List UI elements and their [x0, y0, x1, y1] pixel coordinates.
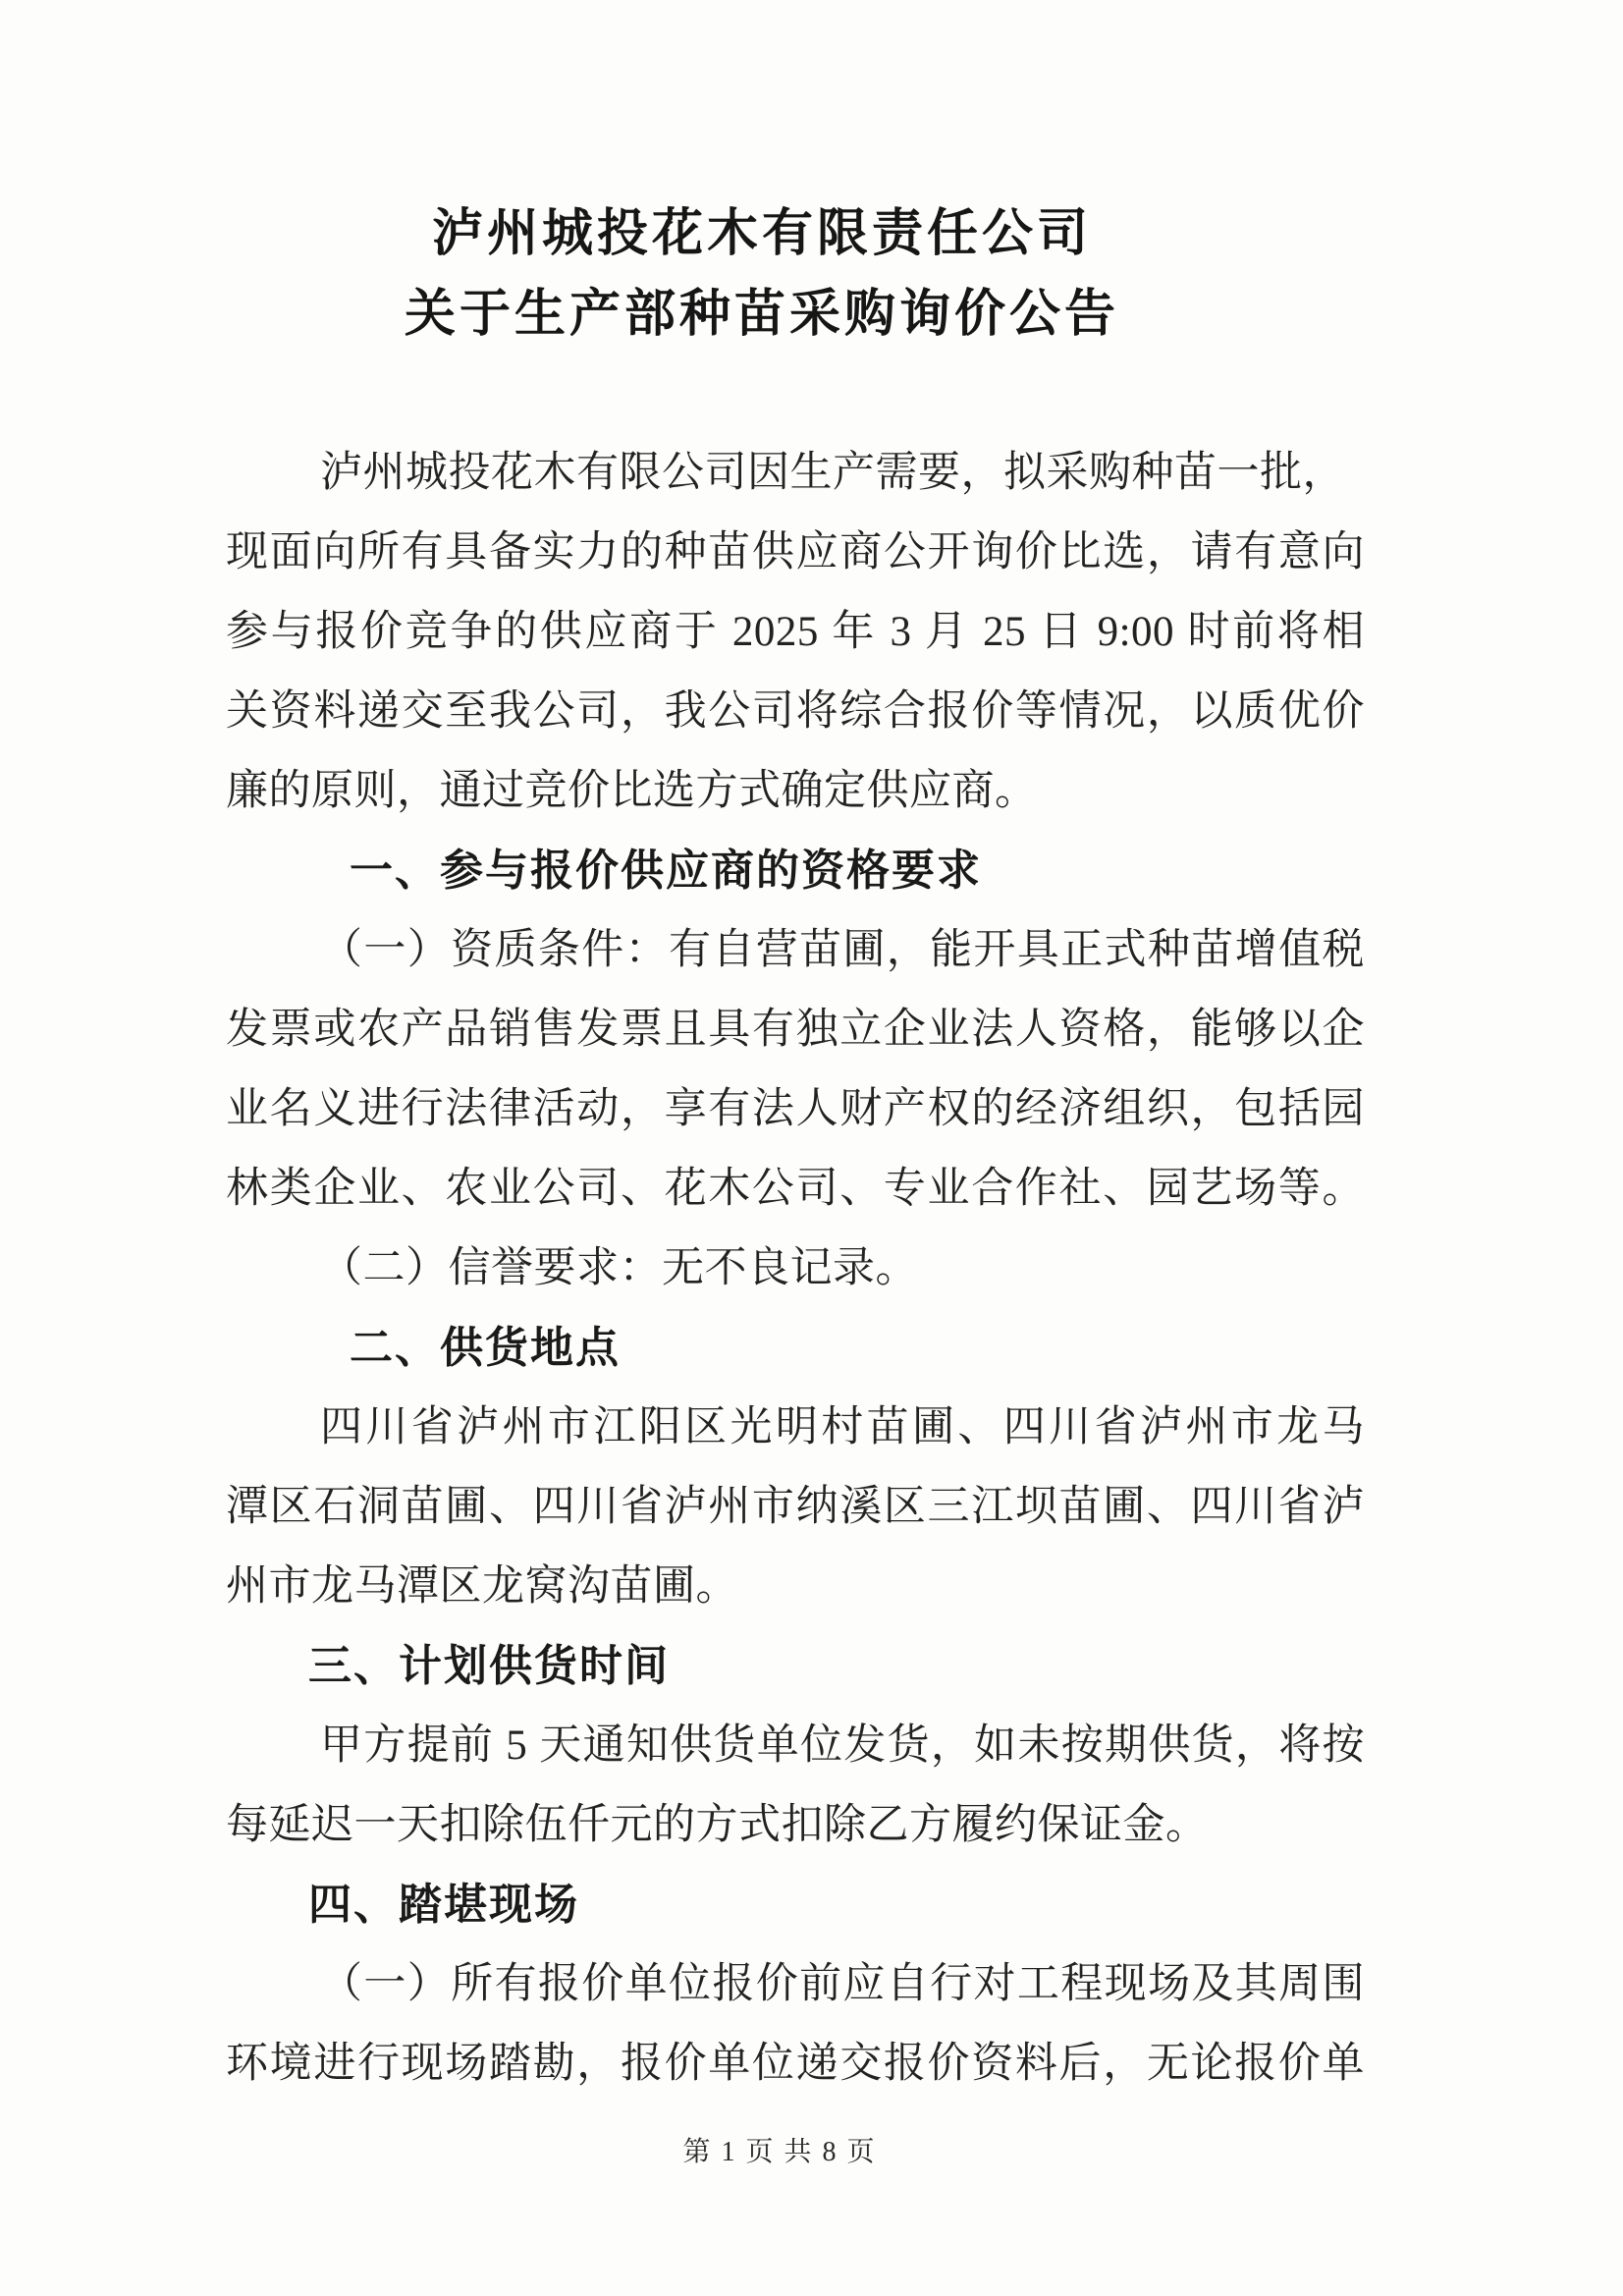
text-line: 参与报价竞争的供应商于 2025 年 3 月 25 日 9:00 时前将相	[226, 609, 1365, 655]
text-line: 环境进行现场踏勘，报价单位递交报价资料后，无论报价单	[226, 2041, 1365, 2087]
document-title-line-1: 泸州城投花木有限责任公司	[431, 206, 1092, 262]
page-footer: 第 1 页 共 8 页	[682, 2137, 877, 2167]
text-line: 业名义进行法律活动，享有法人财产权的经济组织，包括园	[226, 1086, 1365, 1132]
text-line: （一）所有报价单位报价前应自行对工程现场及其周围	[320, 1961, 1365, 2007]
section-heading: 二、供货地点	[350, 1324, 621, 1372]
text-line: 州市龙马潭区龙窝沟苗圃。	[226, 1563, 738, 1610]
text-line: 每延迟一天扣除伍仟元的方式扣除乙方履约保证金。	[226, 1802, 1209, 1848]
text-line: 关资料递交至我公司，我公司将综合报价等情况，以质优价	[226, 688, 1365, 735]
document-body	[226, 433, 1365, 2104]
text-line: （一）资质条件：有自营苗圃，能开具正式种苗增值税	[320, 927, 1365, 973]
section-heading: 四、踏堪现场	[308, 1881, 579, 1929]
text-line: 发票或农产品销售发票且具有独立企业法人资格，能够以企	[226, 1007, 1365, 1053]
document-title-line-2: 关于生产部种苗采购询价公告	[404, 287, 1119, 343]
text-line: 廉的原则，通过竞价比选方式确定供应商。	[226, 768, 1038, 814]
text-line: 四川省泸州市江阳区光明村苗圃、四川省泸州市龙马	[320, 1404, 1365, 1450]
section-heading: 一、参与报价供应商的资格要求	[350, 847, 982, 895]
text-line: 现面向所有具备实力的种苗供应商公开询价比选，请有意向	[226, 529, 1365, 575]
text-line: 潭区石洞苗圃、四川省泸州市纳溪区三江坝苗圃、四川省泸	[226, 1484, 1365, 1530]
text-line: （二）信誉要求：无不良记录。	[320, 1245, 918, 1291]
section-heading: 三、计划供货时间	[308, 1642, 670, 1690]
text-line: 林类企业、农业公司、花木公司、专业合作社、园艺场等。	[226, 1166, 1365, 1212]
text-line: 泸州城投花木有限公司因生产需要，拟采购种苗一批，	[320, 450, 1345, 496]
text-line: 甲方提前 5 天通知供货单位发货，如未按期供货，将按	[320, 1722, 1365, 1769]
